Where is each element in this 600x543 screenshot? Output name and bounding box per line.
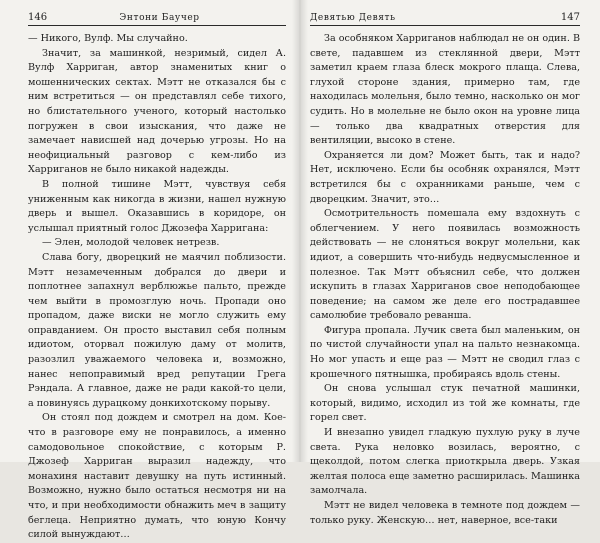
paragraph: Слава богу, дворецкий не маячил поблизости. Мэтт незамеченным добрался до двери и поплотнее запахнул верблюжье пальто, прежде чем выйти в промозглую ночь. Пропади оно пропадом, даже виски не могло служить ему оправданием. Он просто выставил себя полным идиотом, оторвал пожилую даму от молитв, разозлил уважаемого человека и, возможно, нанес непоправимый вред репутации Грега Рэндала. А главное, даже не ради какой-то цели, а повинуясь дурацкому донкихотскому порыву. [28, 251, 286, 409]
paragraph: — Никого, Вулф. Мы случайно. [28, 33, 188, 44]
right-page [300, 0, 600, 526]
paragraph: И внезапно увидел гладкую пухлую руку в луче света. Рука неловко возилась, вероятно, с щеколдой, потом слегка приоткрыла дверь. Узкая желтая полоса еще заметно расширилась. Машинка замолчала. [310, 427, 580, 497]
left-page-text [28, 32, 286, 543]
paragraph: Осмотрительность помешала ему вздохнуть с облегчением. У него появилась возможность действовать — не слоняться вокруг молельни, как идиот, а совершить что-нибудь недвусмысленное и полезное. Так Мэтт объяснил себе, что должен искупить в глазах Харриганов свое неподобающее поведение; на самом же деле его пострадавшее самолюбие требовало реванша. [310, 208, 580, 322]
right-running-head [310, 12, 580, 26]
paragraph: Он снова услышал стук печатной машинки, который, видимо, исходил из той же комнаты, где горел свет. [310, 383, 580, 424]
paragraph: Значит, за машинкой, незримый, сидел А. Вулф Харриган, автор знаменитых книг о мошеннических сектах. Мэтт не отказался бы с ним встретиться — он представлял себе тихого, но блистательного ученого, который настолько погружен в свои изыскания, что даже не замечает нависшей над дочерью угрозы. Но на неофициальный разговор с кем-либо из Харриганов не было никакой надежды. [28, 47, 286, 176]
right-page-number: 147 [560, 12, 580, 23]
left-running-title: Энтони Баучер [119, 13, 200, 23]
paragraph: — Элен, молодой человек нетрезв. [42, 237, 220, 249]
paragraph: Охраняется ли дом? Может быть, так и надо? Нет, исключено. Если бы особняк охранялся, Мэтт встретился бы с охранниками раньше, чем с дворецким. Значит, это… [310, 149, 580, 205]
paragraph: Фигура пропала. Лучик света был маленьким, он по чистой случайности упал на пальто незнакомца. Но мог упасть и еще раз — Мэтт не сводил глаз с крошечного пятнышка, пробираясь вдоль стены. [310, 324, 580, 380]
left-page-number: 146 [28, 12, 48, 23]
paragraph: За особняком Харриганов наблюдал не он один. В свете, падавшем из стеклянной двери, Мэтт заметил краем глаза блеск мокрого плаща. Слева, глухой стороне здания, примерно там, где находилась молельня, было темно, насколько он мог судить. Но в молельне не было окон на уровне лица — только два квадратных отверстия для вентиляции, высоко в стене. [310, 33, 580, 147]
paragraph: В полной тишине Мэтт, чувствуя себя униженным как никогда в жизни, нашел нужную дверь и вышел. Оказавшись в коридоре, он услышал приятный голос Джозефа Харригана: [28, 178, 286, 234]
left-running-head [28, 12, 286, 26]
right-page-text [310, 32, 580, 528]
right-running-title: Девятью Девять [310, 13, 396, 23]
paragraph: Мэтт не видел человека в темноте под дождем — только руку. Женскую… нет, наверное, все-таки [310, 500, 580, 526]
paragraph: Он стоял под дождем и смотрел на дом. Кое-что в разговоре ему не понравилось, а именно самодовольное спокойствие, с которым Р. Джозеф Харриган выразил надежду, что монахиня наставит девушку на путь истинный. Возможно, нужно было остаться несмотря ни на что, и при необходимости обнажить меч в защиту беглеца. Неприятно думать, что юную Кончу силой вынуждают… [28, 412, 286, 541]
left-page [0, 0, 300, 541]
